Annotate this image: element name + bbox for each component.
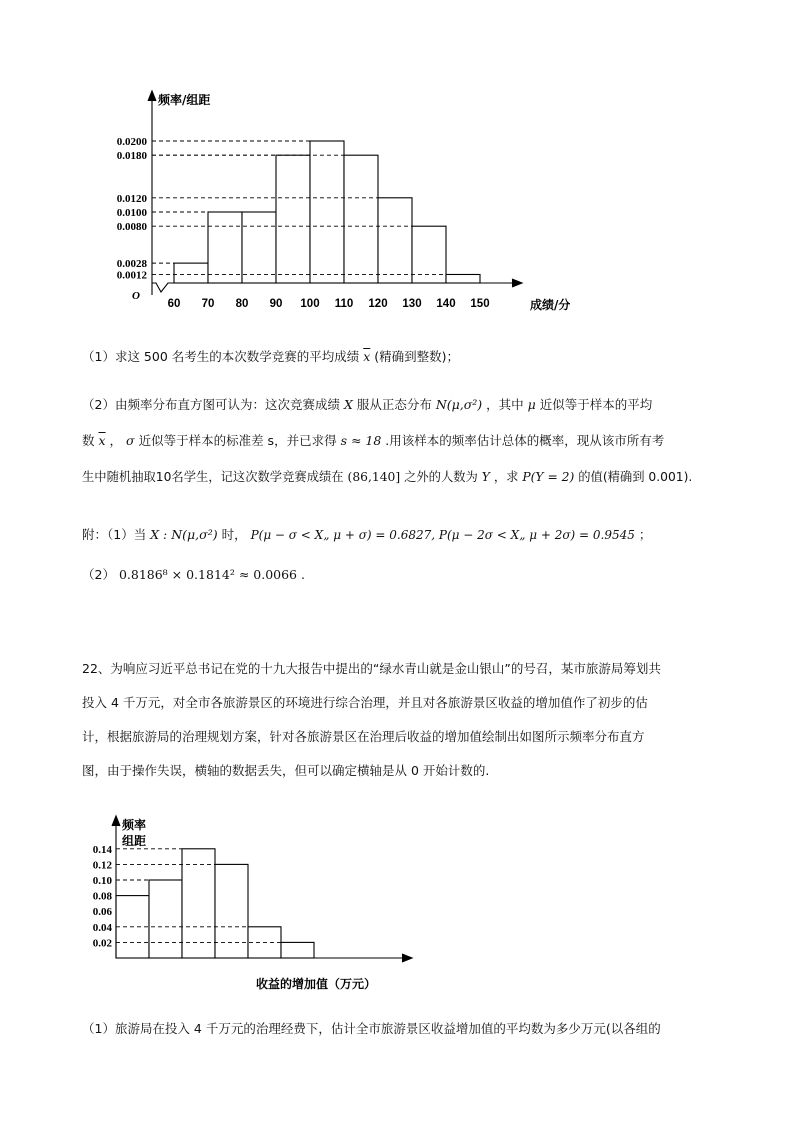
q2-l2-mean: $\overline{x}$: [98, 433, 106, 448]
q1-text: （1）求这 500 名考生的本次数学竞赛的平均成绩: [82, 349, 360, 364]
p22-question-1: （1）旅游局在投入 4 千万元的治理经费下，估计全市旅游景区收益增加值的平均数为多少万元(以各组的: [82, 1021, 661, 1036]
x-axis-arrow: [512, 279, 522, 287]
q2-l3-interval: (86,140]: [347, 470, 401, 484]
q2-l2-text-b: ，: [109, 433, 123, 448]
note1-dist: X : N(μ,σ²): [150, 527, 218, 542]
q2-l2-text-d: .用该样本的频率估计总体的概率，现从该市所有考: [385, 433, 665, 448]
q2-mu: μ: [527, 397, 536, 412]
y-tick-label: 0.10: [92, 875, 112, 887]
p22-line-2: 投入 4 千万元，对全市各旅游景区的环境进行综合治理，并且对各旅游景区收益的增加值作了初步的估: [82, 695, 648, 710]
q2-text-b: 服从正态分布: [356, 397, 432, 412]
y-tick-label: 0.0200: [116, 136, 147, 148]
x-axis: [152, 283, 520, 292]
histogram-bar: [344, 155, 378, 283]
y-axis-arrow: [148, 91, 156, 101]
q2-l2-text-c: 近似等于样本的标准差 s，并已求得: [138, 433, 337, 448]
y-axis-label-top: 频率: [122, 818, 147, 832]
x-tick-label: 140: [436, 298, 456, 310]
x-tick-label: 70: [201, 298, 215, 310]
histogram-bar: [446, 274, 480, 283]
histogram-bar: [276, 155, 310, 283]
y-axis-label: 频率/组距: [158, 93, 211, 107]
x-tick-label: 150: [470, 298, 490, 310]
y-tick-label: 0.0080: [116, 221, 147, 234]
x-tick-label: 60: [167, 298, 181, 310]
note2-formula: 0.8186⁸ × 0.1814² ≈ 0.0066: [118, 567, 298, 582]
note1-text-c: ；: [638, 527, 652, 542]
histogram-bar: [378, 198, 412, 283]
histogram-bar: [149, 880, 182, 958]
q2-l3-y: Y: [481, 470, 490, 484]
note1-formula: P(μ − σ < X„ μ + σ) = 0.6827, P(μ − 2σ < X„ μ + 2σ) = 0.9545: [250, 528, 635, 542]
question-2-line-2: [82, 432, 664, 450]
y-tick-label: 0.02: [92, 937, 112, 950]
score-histogram: [90, 85, 570, 320]
y-tick-label: 0.0012: [116, 269, 147, 282]
y-axis-label-bottom: 组距: [122, 834, 147, 848]
q2-l2-sigma: σ: [126, 433, 135, 448]
p22-line-1: 22、为响应习近平总书记在党的十九大报告中提出的“绿水青山就是金山银山”的号召，某市旅游局筹划共: [82, 661, 661, 676]
revenue-histogram: [80, 812, 440, 997]
y-tick-label: 0.14: [92, 843, 112, 856]
note-2: [82, 566, 305, 584]
question-1: [82, 348, 459, 366]
q2-l3-text-b: 之外的人数为: [404, 470, 478, 484]
note2-text-b: .: [301, 567, 305, 582]
histogram-bar: [182, 849, 215, 958]
x-tick-label: 110: [334, 298, 354, 310]
q1-mean-symbol: $\overline{x}$: [363, 349, 371, 364]
y-tick-label: 0.0100: [116, 207, 147, 219]
histogram-bar: [281, 942, 314, 958]
q2-l3-text-d: 的值(精确到 0.001).: [578, 470, 693, 484]
y-tick-label: 0.0028: [116, 258, 147, 271]
question-2-line-3: [82, 468, 692, 486]
x-axis-label: 成绩/分: [530, 298, 570, 312]
q2-l3-text-a: 生中随机抽取10名学生，记这次数学竞赛成绩在: [82, 470, 344, 484]
q2-normal-dist: N(μ,σ²): [435, 397, 483, 412]
p22-line-3: 计，根据旅游局的治理规划方案，针对各旅游景区在治理后收益的增加值绘制出如图所示频率分布直方: [82, 729, 645, 744]
y-tick-label: 0.0180: [116, 150, 147, 163]
x-tick-label: 80: [235, 298, 249, 310]
histogram-bar: [215, 864, 248, 958]
histogram-bar: [208, 212, 242, 283]
origin-label: O: [132, 290, 140, 302]
q2-l2-s: s ≈ 18: [340, 433, 382, 448]
question-2-line-1: [82, 396, 652, 414]
y-tick-label: 0.0120: [116, 192, 147, 205]
x-axis-label: 收益的增加值（万元）: [256, 977, 377, 991]
note1-text-a: 附：（1）当: [82, 527, 147, 542]
note1-text-b: 时，: [221, 527, 247, 542]
note-1: [82, 526, 651, 544]
q1-end: (精确到整数)；: [374, 349, 460, 364]
x-tick-label: 130: [402, 298, 422, 310]
y-tick-label: 0.08: [92, 890, 112, 903]
x-tick-label: 100: [300, 298, 320, 310]
x-axis-arrow: [402, 954, 412, 962]
p22-line-4: 图，由于操作失误，横轴的数据丢失，但可以确定横轴是从 0 开始计数的.: [82, 763, 490, 778]
x-tick-label: 120: [368, 298, 388, 310]
note2-text-a: （2）: [82, 567, 115, 582]
q2-var-x: X: [343, 397, 353, 412]
q2-l3-text-c: ，求: [493, 470, 519, 484]
q2-text-a: （2）由频率分布直方图可认为：这次竞赛成绩: [82, 397, 340, 412]
q2-text-d: 近似等于样本的平均: [539, 397, 653, 412]
y-tick-label: 0.04: [92, 921, 112, 934]
histogram-bar: [242, 212, 276, 283]
y-tick-label: 0.12: [92, 859, 112, 872]
x-tick-label: 90: [269, 298, 283, 310]
histogram-bar: [310, 141, 344, 283]
q2-l3-prob: P(Y = 2): [522, 470, 575, 484]
y-axis-arrow: [112, 816, 120, 826]
q2-text-c: ，其中: [486, 397, 524, 412]
y-tick-label: 0.06: [92, 906, 112, 919]
histogram-bar: [174, 263, 208, 283]
q2-l2-text-a: 数: [82, 433, 95, 448]
